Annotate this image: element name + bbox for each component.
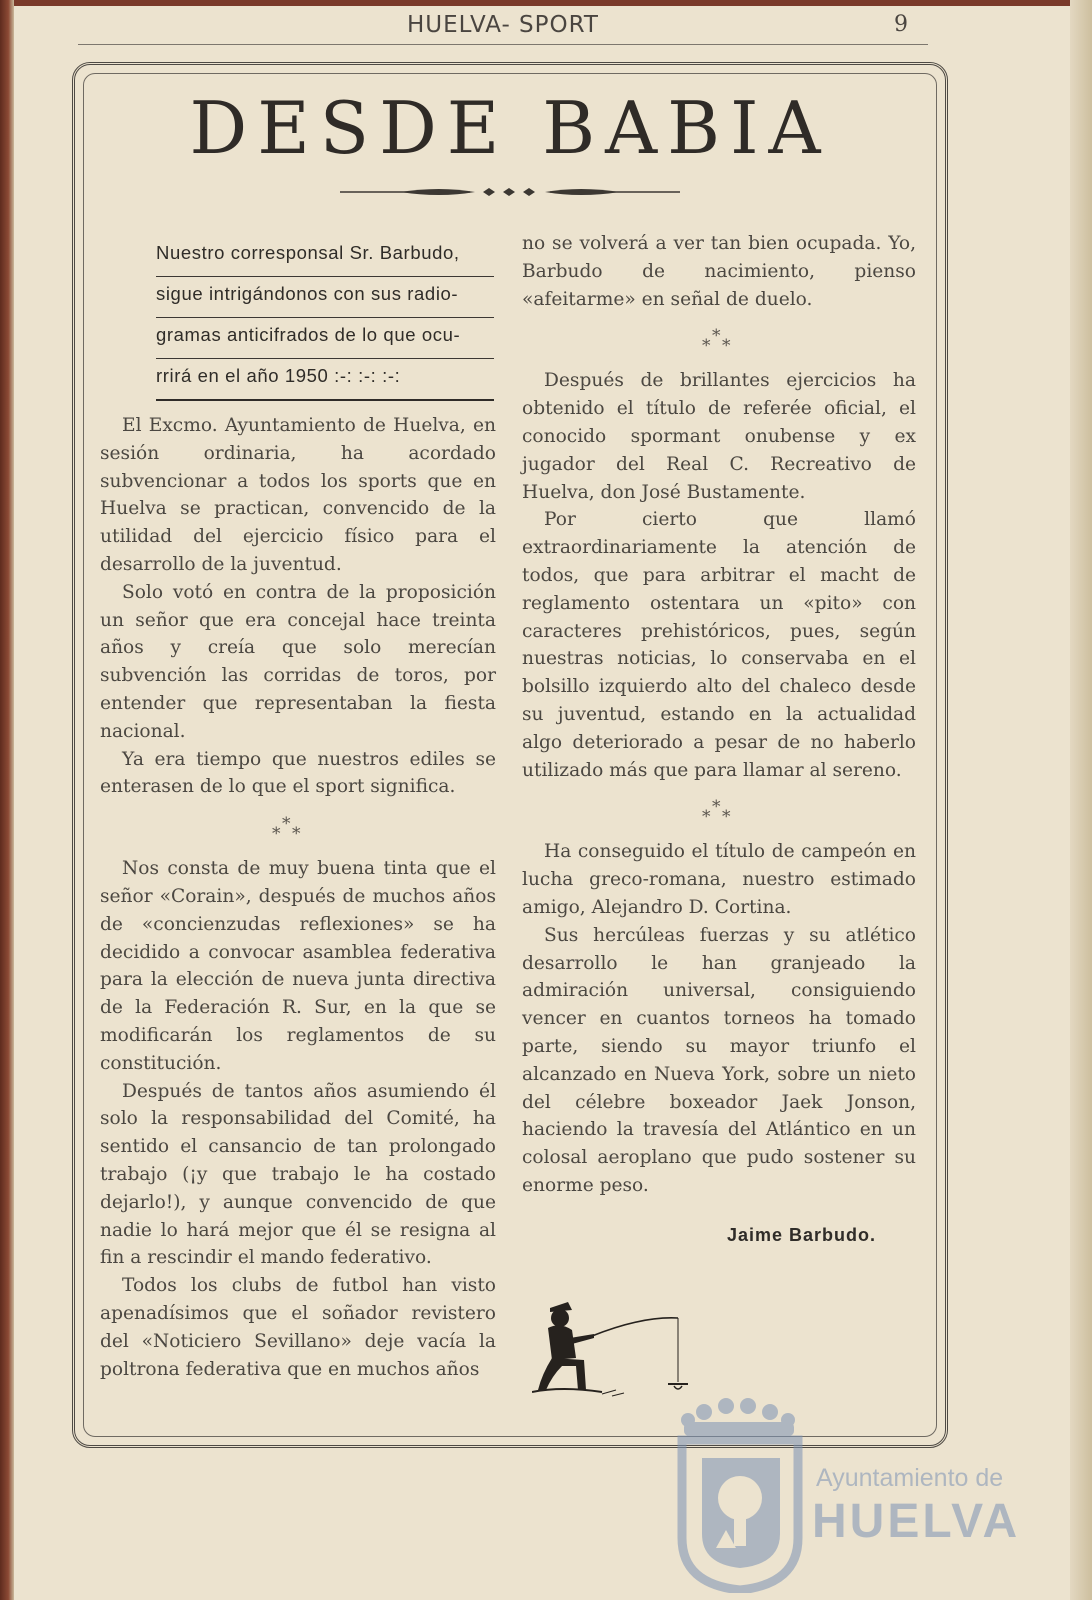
section-separator [522, 313, 916, 367]
paragraph: Por cierto que llamó extraordinariamente la atención de todos, que para arbitrar el macht de reglamento ostentara un «pito» con caracteres prehistóricos, pues, según nuestras noticias, lo conservaba en el bolsillo izquierdo alto del chaleco desde su juventud, estando en la actualidad algo deteriorado a pesar de no haberlo utilizado más que para llamar al sereno. [522, 509, 916, 781]
ayuntamiento-watermark [668, 1398, 1088, 1598]
paragraph: Solo votó en contra de la proposición un señor que era concejal hace treinta años y creía que solo merecían subvención las corridas de toros, por entender que representaban la fiesta nacional. [100, 581, 496, 742]
page-number: 9 [894, 12, 908, 37]
article-title: DESDE BABIA [189, 86, 831, 170]
paragraph: no se volverá a ver tan bien ocupada. Yo, Barbudo de nacimiento, pienso «afeitarme» en señal de duelo. [522, 233, 916, 310]
article-intro [156, 236, 494, 401]
page-right-edge [1070, 0, 1092, 1600]
separator-star: * [702, 807, 711, 828]
separator-star: * [282, 814, 291, 835]
huelva-crest-icon [676, 1398, 806, 1593]
separator-star: * [702, 336, 711, 357]
intro-line: Nuestro corresponsal Sr. Barbudo, [156, 236, 494, 277]
separator-star: * [712, 326, 721, 347]
paragraph: Todos los clubs de futbol han visto apenadísimos que el soñador revistero del «Noticiero Sevillano» deje vacía la poltrona federativa que en muchos años [100, 1275, 496, 1380]
fisherman-illustration-icon [532, 1294, 702, 1404]
separator-star: * [722, 336, 731, 357]
separator-star: * [272, 824, 281, 845]
running-title: HUELVA- SPORT [407, 12, 599, 38]
page-top-edge [0, 0, 1092, 6]
section-separator [522, 784, 916, 838]
separator-star: * [292, 824, 301, 845]
title-ornament-icon [340, 180, 680, 204]
intro-line: rrirá en el año 1950 :-: :-: :-: [156, 359, 494, 401]
separator-star: * [722, 807, 731, 828]
section-separator [100, 801, 496, 855]
paragraph: El Excmo. Ayuntamiento de Huelva, en sesión ordinaria, ha acordado subvencionar a todos los sports que en Huelva se practican, convencido de la utilidad del ejercicio físico para el desarrollo de la juventud. [100, 415, 496, 575]
paragraph: Nos consta de muy buena tinta que el señor «Corain», después de muchos años de «concienzudas reflexiones» se ha decidido a convocar asamblea federativa para la elección de nueva junta directiva de la Federación R. Sur, en la que se modificarán los reglamentos de su constitución. [100, 858, 496, 1074]
intro-line: sigue intrigándonos con sus radio- [156, 277, 494, 318]
paragraph: Después de brillantes ejercicios ha obtenido el título de referée oficial, el conocido spormant onubense y ex jugador del Real C. Recreativo de Huelva, don José Bustamente. [522, 370, 916, 503]
intro-line: gramas anticifrados de lo que ocu- [156, 318, 494, 359]
paragraph: Después de tantos años asumiendo él solo la responsabilidad del Comité, ha sentido el cansancio de tan prolongado trabajo (¡y que trabajo le ha costado dejarlo!), y aunque convencido de que nadie lo hará mejor que él se resigna al fin a rescindir el mando federativo. [100, 1080, 496, 1269]
right-column [522, 230, 916, 1250]
separator-star: * [712, 797, 721, 818]
left-column [100, 412, 496, 1383]
paragraph: Ya era tiempo que nuestros ediles se enterasen de lo que el sport significa. [100, 748, 496, 798]
paragraph: Sus hercúleas fuerzas y su atlético desarrollo le han granjeado la admiración universal, consiguiendo vencer en cuantos torneos ha tomado parte, siendo su mayor triunfo el alcanzado en Nueva York, sobre un nieto del célebre boxeador Jaek Jonson, haciendo la travesía del Atlántico en un colosal aeroplano que pudo sostener su enorme peso. [522, 924, 916, 1196]
paragraph: Ha conseguido el título de campeón en lucha greco-romana, nuestro estimado amigo, Alejandro D. Cortina. [522, 841, 916, 918]
binding-spine [0, 0, 14, 1600]
author-signature: Jaime Barbudo. [726, 1224, 876, 1245]
watermark-line-1: Ayuntamiento de [816, 1464, 1004, 1492]
running-head [78, 12, 928, 45]
watermark-line-2: HUELVA [812, 1495, 1021, 1548]
